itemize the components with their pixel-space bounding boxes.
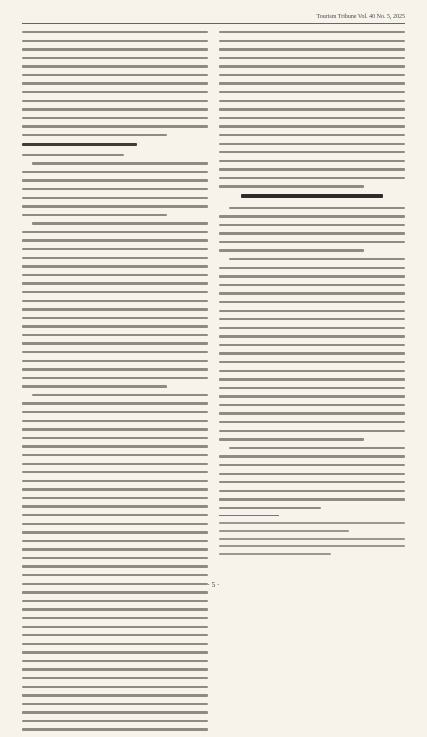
footnote-2-url	[219, 553, 331, 555]
section-heading-1	[22, 143, 137, 146]
page-number: · 5 ·	[207, 581, 220, 589]
footnote-1	[219, 522, 405, 524]
section-heading-2	[241, 194, 383, 198]
footnote-rule	[219, 515, 279, 516]
header-rule	[22, 23, 405, 24]
footnote-2	[219, 538, 405, 540]
right-column	[219, 31, 405, 737]
footnote-1-cont	[219, 530, 349, 532]
header-right: Tourism Tribune Vol. 40 No. 5, 2025	[316, 14, 405, 20]
left-column	[22, 31, 208, 737]
running-header	[22, 14, 405, 20]
footnote-2-cont	[219, 545, 405, 547]
subsection-heading	[22, 154, 124, 156]
